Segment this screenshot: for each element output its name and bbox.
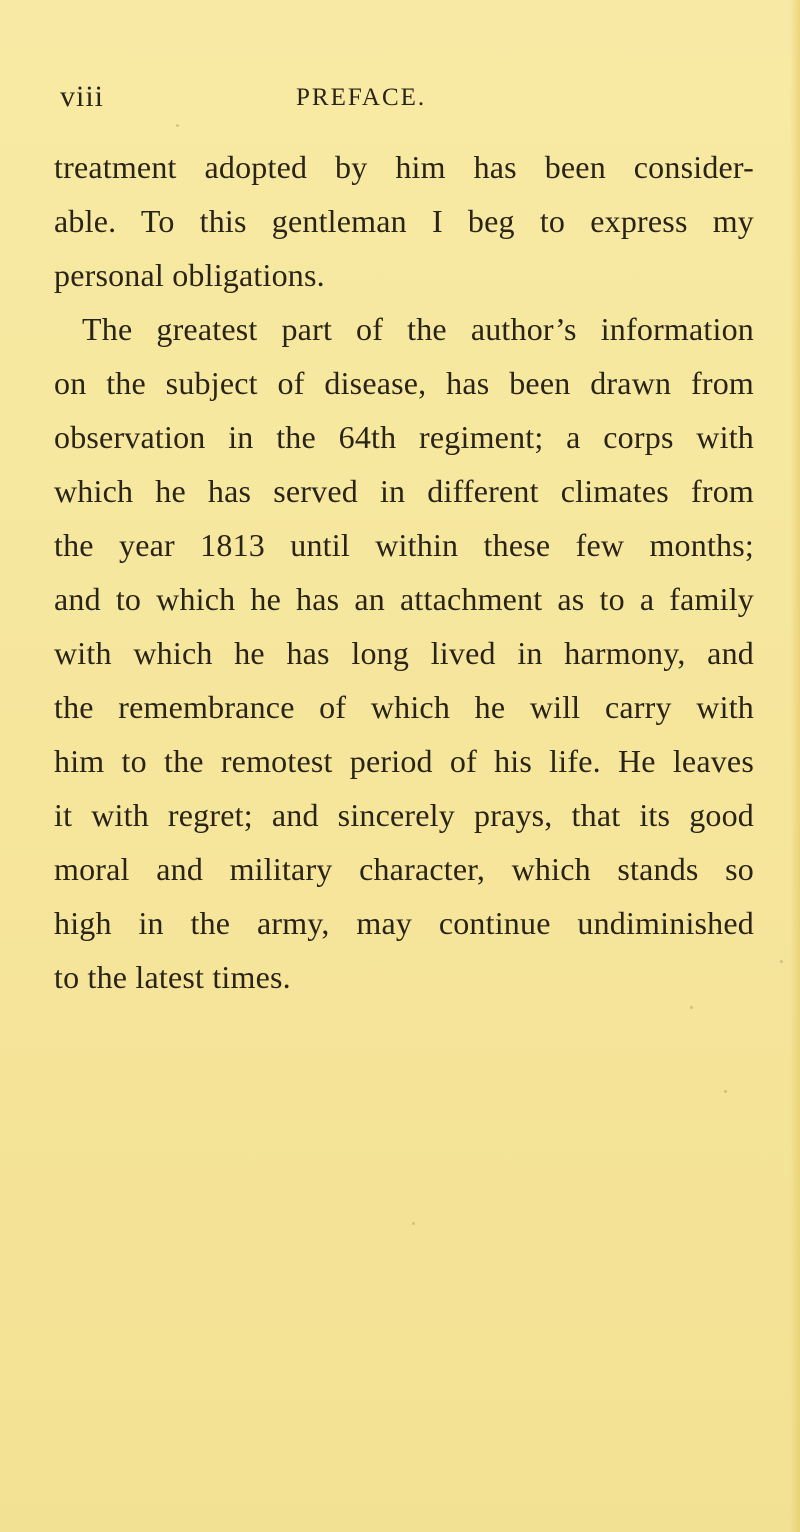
text-line: him to the remotest period of his life. He leaves (54, 743, 754, 779)
page-number: viii (60, 80, 105, 113)
text-line: The greatest part of the author’s information (82, 311, 754, 347)
paper-speck (690, 1006, 693, 1009)
paper-speck (176, 124, 179, 127)
paper-speck (412, 1222, 415, 1225)
text-line: observation in the 64th regiment; a corps with (54, 419, 754, 455)
running-head: PREFACE. (296, 84, 427, 111)
text-line: the year 1813 until within these few months; (54, 527, 754, 563)
text-line: the remembrance of which he will carry with (54, 689, 754, 725)
text-line: able. To this gentleman I beg to express my (54, 203, 754, 239)
text-line: with which he has long lived in harmony, and (54, 635, 754, 671)
text-line: and to which he has an attachment as to a family (54, 581, 754, 617)
text-line: it with regret; and sincerely prays, that its good (54, 797, 754, 833)
text-line: personal obligations. (54, 257, 325, 293)
text-line: on the subject of disease, has been drawn from (54, 365, 754, 401)
page-edge-shading (790, 0, 800, 1532)
body-text (54, 140, 754, 1004)
text-line: high in the army, may continue undiminished (54, 905, 754, 941)
text-line: treatment adopted by him has been consider- (54, 149, 754, 185)
text-line: which he has served in different climates from (54, 473, 754, 509)
paper-speck (780, 960, 783, 963)
paper-speck (724, 1090, 727, 1093)
text-line: moral and military character, which stands so (54, 851, 754, 887)
text-line: to the latest times. (54, 959, 291, 995)
